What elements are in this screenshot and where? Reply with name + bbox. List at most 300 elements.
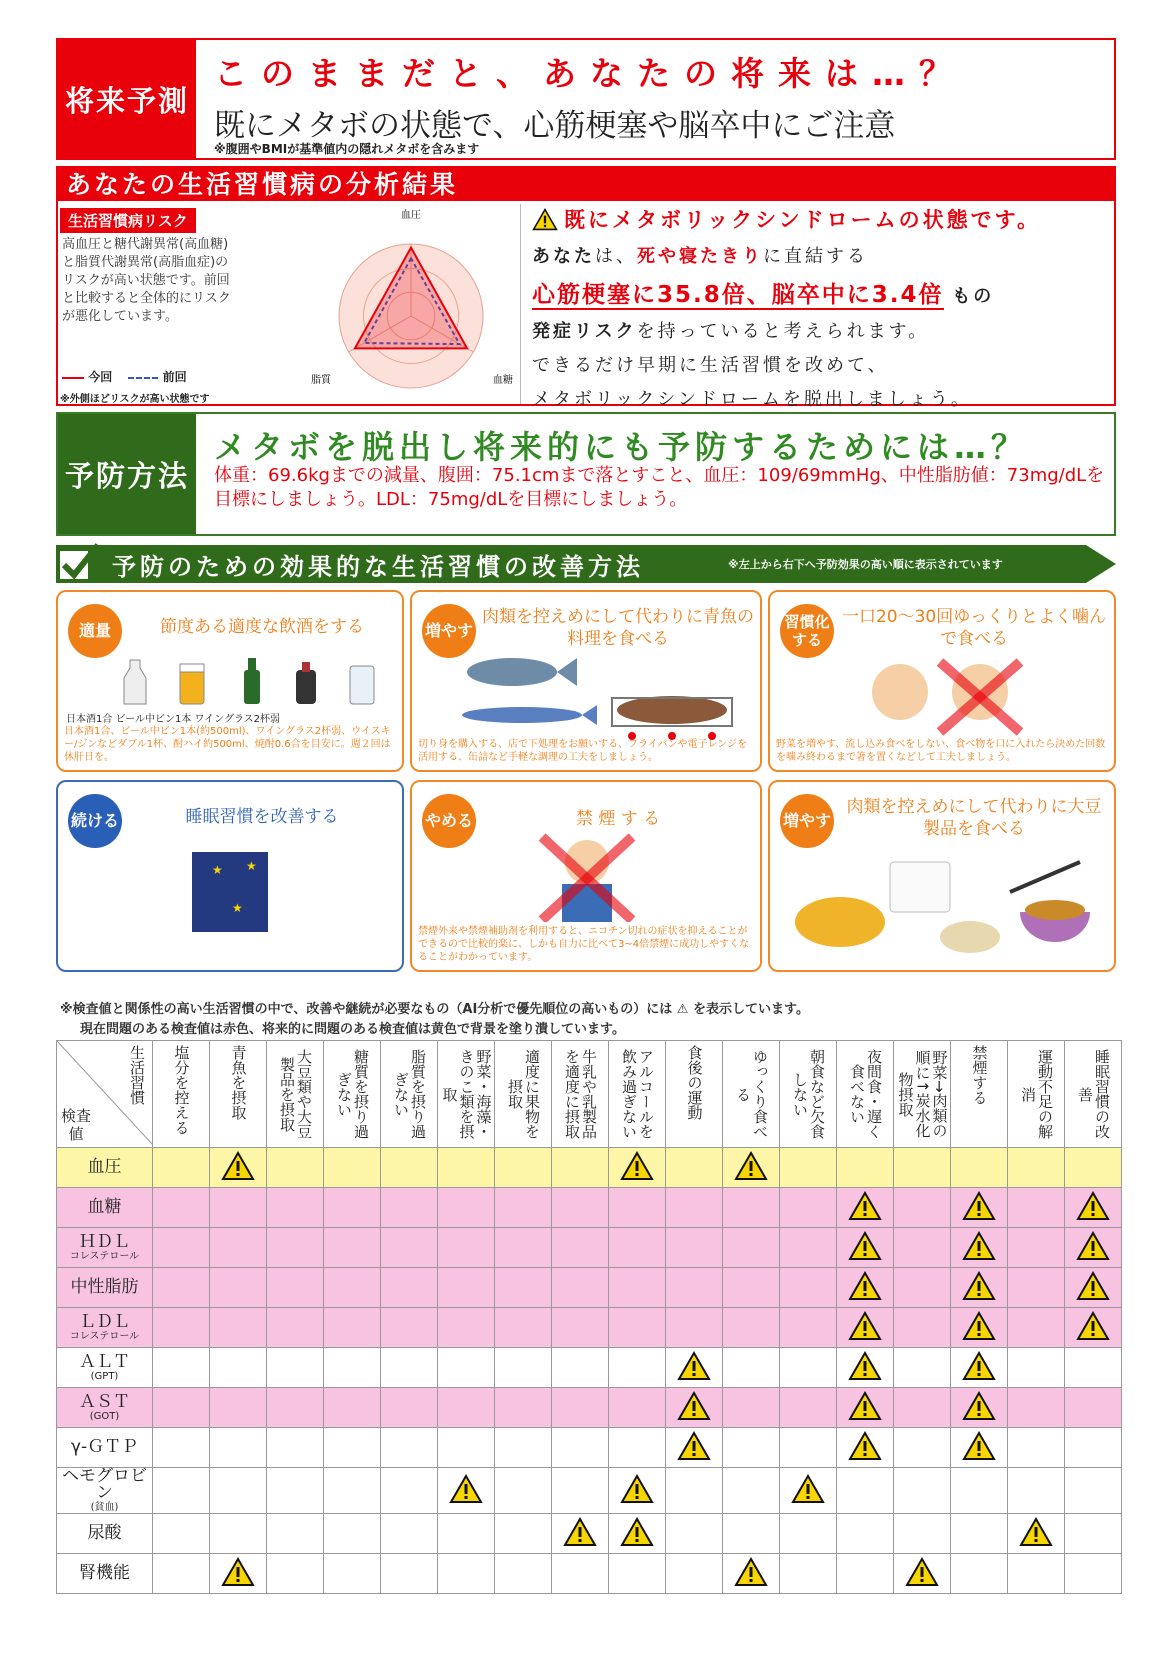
corner-top-label: 生活習慣	[128, 1045, 146, 1105]
table-cell	[951, 1348, 1008, 1388]
table-column-header	[495, 1041, 552, 1148]
table-cell	[210, 1228, 267, 1268]
warning-icon	[563, 1517, 597, 1547]
warning-icon	[734, 1151, 768, 1181]
table-cell	[495, 1348, 552, 1388]
table-cell	[1008, 1268, 1065, 1308]
table-cell	[723, 1308, 780, 1348]
corner-bottom-label: 検査値	[61, 1107, 92, 1143]
table-row	[57, 1388, 1122, 1428]
table-cell	[324, 1148, 381, 1188]
row-name: 腎機能	[79, 1563, 130, 1583]
card-title: 睡眠習慣を改善する	[185, 807, 339, 827]
card-title: 禁 煙 す る	[575, 809, 661, 829]
table-cell	[837, 1228, 894, 1268]
card-badge: 適量	[68, 604, 122, 658]
checkbox-icon	[56, 541, 102, 585]
row-header	[57, 1268, 153, 1308]
table-cell	[324, 1468, 381, 1514]
column-label: 睡眠習慣の改善	[1076, 1049, 1111, 1139]
table-cell	[552, 1554, 609, 1594]
table-cell	[495, 1388, 552, 1428]
table-cell	[381, 1228, 438, 1268]
row-name: ヘモグロビン	[62, 1466, 147, 1503]
table-row	[57, 1348, 1122, 1388]
table-column-header	[837, 1041, 894, 1148]
table-cell	[837, 1148, 894, 1188]
analysis-line-2	[532, 276, 1112, 309]
table-cell	[210, 1348, 267, 1388]
warning-icon	[620, 1474, 654, 1504]
row-subname: コレステロール	[69, 1330, 140, 1342]
table-cell	[324, 1268, 381, 1308]
table-cell	[324, 1188, 381, 1228]
table-cell	[324, 1388, 381, 1428]
table-cell	[324, 1228, 381, 1268]
svg-text:★: ★	[212, 863, 223, 877]
drinks-illustration	[118, 654, 398, 708]
table-cell	[1008, 1554, 1065, 1594]
warn-title-text: 既にメタボリックシンドロームの状態です。	[564, 208, 1041, 232]
table-cell	[153, 1268, 210, 1308]
table-cell	[381, 1148, 438, 1188]
table-cell	[609, 1308, 666, 1348]
table-cell	[1065, 1554, 1122, 1594]
table-cell	[837, 1468, 894, 1514]
table-cell	[951, 1268, 1008, 1308]
table-cell	[495, 1428, 552, 1468]
table-cell	[267, 1308, 324, 1348]
table-cell	[381, 1428, 438, 1468]
column-label: 朝食など欠食しない	[791, 1049, 826, 1139]
table-cell	[210, 1388, 267, 1428]
table-cell	[894, 1188, 951, 1228]
column-label: 牛乳や乳製品を適度に摂取	[563, 1049, 598, 1139]
table-cell	[609, 1514, 666, 1554]
analysis-line-1	[532, 242, 1112, 268]
row-name: 血糖	[87, 1197, 122, 1217]
table-cell	[495, 1228, 552, 1268]
prevent-goals: 体重：69.6kgまでの減量、腹囲：75.1cmまで落とすこと、血圧：109/69mmHg、中性脂肪値：73mg/dLを目標にしましょう。LDL：75mg/dLを目標にしましょう。	[214, 465, 1105, 510]
table-column-header	[1065, 1041, 1122, 1148]
table-cell	[153, 1148, 210, 1188]
table-cell	[267, 1188, 324, 1228]
column-label: アルコールを飲み過ぎない	[620, 1049, 655, 1139]
table-cell	[723, 1428, 780, 1468]
card-title: 一口20～30回ゆっくりとよく噛んで食べる	[841, 607, 1107, 649]
table-cell	[210, 1188, 267, 1228]
table-cell	[666, 1388, 723, 1428]
table-cell	[780, 1554, 837, 1594]
table-row	[57, 1228, 1122, 1268]
warning-icon	[962, 1431, 996, 1461]
warning-icon	[962, 1391, 996, 1421]
table-column-header	[951, 1041, 1008, 1148]
table-cell	[894, 1388, 951, 1428]
table-column-header	[210, 1041, 267, 1148]
table-cell	[438, 1308, 495, 1348]
line3-risk: 発症リスク	[532, 321, 637, 342]
table-cell	[552, 1514, 609, 1554]
table-cell	[267, 1428, 324, 1468]
table-cell	[495, 1468, 552, 1514]
row-header	[57, 1148, 153, 1188]
table-cell	[609, 1188, 666, 1228]
table-cell	[780, 1308, 837, 1348]
table-cell	[780, 1148, 837, 1188]
card-badge: 習慣化する	[780, 604, 834, 658]
table-cell	[780, 1468, 837, 1514]
warning-icon	[848, 1271, 882, 1301]
card-title: 節度ある適度な飲酒をする	[160, 617, 364, 637]
table-cell	[324, 1514, 381, 1554]
table-cell	[210, 1514, 267, 1554]
table-cell	[951, 1428, 1008, 1468]
table-cell	[666, 1268, 723, 1308]
card-alcohol	[56, 590, 404, 772]
card-smoking	[410, 780, 762, 972]
analysis-line-5: メタボリックシンドロームを脱出しましょう。	[532, 389, 972, 410]
metabo-warning-title	[532, 204, 1112, 234]
row-header	[57, 1308, 153, 1348]
line1-ha: は、	[595, 246, 637, 267]
table-cell	[324, 1428, 381, 1468]
card-foot: 日本酒1合、ビール中ビン1本(約500ml)、ワイングラス2杯弱、ウイスキー/ジンなどダブル1杯、酎ハイ約500ml、焼酎0.6合を目安に。週２回は休肝日を。	[64, 726, 391, 763]
table-cell	[1065, 1514, 1122, 1554]
table-cell	[780, 1188, 837, 1228]
legend-current-line	[62, 377, 84, 379]
column-label: 食後の運動	[685, 1045, 704, 1120]
table-cell	[438, 1348, 495, 1388]
table-cell	[723, 1554, 780, 1594]
analysis-message	[532, 204, 1112, 411]
card-soy	[768, 780, 1116, 972]
warning-icon	[677, 1431, 711, 1461]
warning-icon	[848, 1431, 882, 1461]
row-name: ＬＤＬ	[79, 1311, 130, 1332]
radar-label-glucose: 血糖	[493, 375, 513, 386]
table-cell	[1065, 1428, 1122, 1468]
card-bluefish	[410, 590, 762, 772]
warning-icon	[848, 1351, 882, 1381]
legend-previous-line	[128, 377, 158, 379]
table-column-header	[153, 1041, 210, 1148]
table-cell	[1008, 1428, 1065, 1468]
table-cell	[951, 1148, 1008, 1188]
svg-text:★: ★	[232, 901, 243, 915]
card-foot: 野菜を増やす、流し込み食べをしない、食べ物を口に入れたら決めた回数を噛み終わるまで箸を置くなどして工夫しましょう。	[776, 739, 1106, 763]
column-label: 野菜→肉類の順に↑炭水化物摂取	[896, 1050, 949, 1138]
soy-products-illustration	[790, 852, 1100, 962]
card-title: 肉類を控えめにして代わりに大豆製品を食べる	[846, 797, 1102, 839]
table-cell	[1008, 1148, 1065, 1188]
risk-note: ※外側ほどリスクが高い状態です	[60, 394, 210, 405]
table-cell	[1065, 1388, 1122, 1428]
table-cell	[267, 1554, 324, 1594]
warning-icon	[1076, 1271, 1110, 1301]
table-cell	[381, 1188, 438, 1228]
table-cell	[780, 1228, 837, 1268]
table-cell	[951, 1554, 1008, 1594]
habit-matrix-table	[56, 1040, 1122, 1594]
line1-you: あなた	[532, 246, 595, 267]
table-cell	[723, 1348, 780, 1388]
table-cell	[837, 1268, 894, 1308]
row-name: ＨＤＬ	[79, 1231, 130, 1252]
table-column-header	[894, 1041, 951, 1148]
table-cell	[1008, 1188, 1065, 1228]
row-header	[57, 1388, 153, 1428]
table-cell	[894, 1554, 951, 1594]
table-cell	[552, 1348, 609, 1388]
table-cell	[609, 1468, 666, 1514]
table-cell	[381, 1468, 438, 1514]
table-note-1: ※検査値と関係性の高い生活習慣の中で、改善や継続が必要なもの（AI分析で優先順位の高いもの）には ⚠ を表示しています。	[60, 1002, 809, 1017]
card-sleep	[56, 780, 404, 972]
warning-icon	[791, 1474, 825, 1504]
prevent-section	[56, 412, 1116, 536]
table-cell	[666, 1468, 723, 1514]
drinks-caption: 日本酒1合 ビール中ビン1本 ワイングラス2杯弱	[66, 714, 281, 725]
warning-icon	[449, 1474, 483, 1504]
table-cell	[837, 1514, 894, 1554]
table-cell	[894, 1148, 951, 1188]
table-cell	[1065, 1188, 1122, 1228]
table-cell	[210, 1268, 267, 1308]
table-cell	[837, 1554, 894, 1594]
radar-label-bp: 血圧	[401, 210, 421, 221]
warning-icon	[1019, 1517, 1053, 1547]
table-cell	[666, 1148, 723, 1188]
line3-tail: を持っていると考えられます。	[636, 321, 930, 342]
table-cell	[153, 1188, 210, 1228]
table-row	[57, 1148, 1122, 1188]
table-cell	[552, 1388, 609, 1428]
table-cell	[951, 1514, 1008, 1554]
card-badge: 続ける	[68, 794, 122, 848]
table-cell	[609, 1148, 666, 1188]
warning-icon	[734, 1557, 768, 1587]
table-corner	[57, 1041, 153, 1148]
table-cell	[495, 1554, 552, 1594]
warning-icon	[962, 1311, 996, 1341]
table-cell	[609, 1228, 666, 1268]
table-column-header	[381, 1041, 438, 1148]
risk-radar-chart	[293, 208, 533, 398]
warning-icon	[848, 1191, 882, 1221]
analysis-line-3	[532, 317, 1112, 343]
table-cell	[438, 1268, 495, 1308]
table-column-header	[267, 1041, 324, 1148]
card-title: 肉類を控えめにして代わりに青魚の料理を食べる	[482, 607, 754, 649]
table-cell	[438, 1468, 495, 1514]
table-cell	[552, 1188, 609, 1228]
future-headline: このままだと、あなたの将来は…？	[214, 54, 966, 93]
table-cell	[495, 1148, 552, 1188]
table-cell	[153, 1348, 210, 1388]
table-cell	[1008, 1348, 1065, 1388]
row-header	[57, 1428, 153, 1468]
table-cell	[267, 1148, 324, 1188]
row-name: 中性脂肪	[70, 1277, 139, 1297]
risk-badge: 生活習慣病リスク	[60, 208, 196, 233]
table-cell	[723, 1148, 780, 1188]
row-header	[57, 1554, 153, 1594]
table-cell	[837, 1428, 894, 1468]
table-cell	[894, 1268, 951, 1308]
drinks-icon	[118, 654, 398, 708]
table-column-header	[1008, 1041, 1065, 1148]
table-cell	[1008, 1514, 1065, 1554]
card-badge: 増やす	[780, 794, 834, 848]
table-cell	[666, 1308, 723, 1348]
row-subname: (GOT)	[89, 1410, 120, 1422]
table-cell	[153, 1554, 210, 1594]
table-cell	[438, 1188, 495, 1228]
table-cell	[951, 1228, 1008, 1268]
warning-icon	[221, 1557, 255, 1587]
row-header	[57, 1514, 153, 1554]
card-chewing	[768, 590, 1116, 772]
table-cell	[609, 1388, 666, 1428]
future-label: 将来予測	[58, 40, 196, 158]
table-cell	[267, 1468, 324, 1514]
improve-note: ※左上から右下へ予防効果の高い順に表示されています	[728, 558, 1003, 571]
warning-icon	[962, 1351, 996, 1381]
column-label: 大豆類や大豆製品を摂取	[278, 1049, 313, 1139]
table-cell	[438, 1554, 495, 1594]
table-cell	[780, 1348, 837, 1388]
warning-icon	[962, 1231, 996, 1261]
table-row	[57, 1468, 1122, 1514]
table-cell	[552, 1148, 609, 1188]
table-cell	[324, 1554, 381, 1594]
table-cell	[609, 1554, 666, 1594]
radar-legend	[62, 368, 187, 385]
table-cell	[552, 1308, 609, 1348]
no-smoking-illustration	[532, 832, 642, 922]
table-cell	[210, 1148, 267, 1188]
table-cell	[438, 1514, 495, 1554]
row-name: 血圧	[87, 1157, 122, 1177]
table-row	[57, 1188, 1122, 1228]
table-cell	[1008, 1228, 1065, 1268]
table-cell	[381, 1268, 438, 1308]
table-cell	[153, 1228, 210, 1268]
column-label: 運動不足の解消	[1019, 1049, 1054, 1139]
legend-current-label: 今回	[88, 370, 113, 384]
table-cell	[1065, 1268, 1122, 1308]
table-cell	[1065, 1228, 1122, 1268]
warning-icon	[848, 1311, 882, 1341]
row-name: γ-ＧＴＰ	[70, 1437, 139, 1457]
table-cell	[267, 1348, 324, 1388]
table-cell	[609, 1348, 666, 1388]
column-label: 夜間食・遅く食べない	[848, 1049, 883, 1139]
future-main-text: 既にメタボの状態で、心筋梗塞や脳卒中にご注意	[214, 108, 896, 144]
table-cell	[1008, 1388, 1065, 1428]
warning-icon	[848, 1391, 882, 1421]
table-cell	[438, 1428, 495, 1468]
row-name: ＡＬＴ	[79, 1351, 130, 1372]
table-cell	[267, 1388, 324, 1428]
table-row	[57, 1428, 1122, 1468]
table-cell	[666, 1428, 723, 1468]
card-badge: 増やす	[422, 604, 476, 658]
warning-icon	[962, 1191, 996, 1221]
table-column-header	[609, 1041, 666, 1148]
table-cell	[438, 1148, 495, 1188]
column-label: 適度に果物を摂取	[506, 1049, 541, 1139]
table-cell	[495, 1268, 552, 1308]
row-subname: (貧血)	[90, 1502, 119, 1513]
column-label: 野菜・海藻・きのこ類を摂取	[440, 1049, 493, 1139]
table-cell	[951, 1388, 1008, 1428]
table-cell	[267, 1514, 324, 1554]
table-cell	[1008, 1308, 1065, 1348]
table-cell	[1065, 1308, 1122, 1348]
analysis-title: あなたの生活習慣病の分析結果	[58, 168, 1114, 201]
table-cell	[495, 1514, 552, 1554]
table-cell	[666, 1228, 723, 1268]
warning-icon	[1076, 1191, 1110, 1221]
warning-icon	[1076, 1231, 1110, 1261]
table-cell	[495, 1188, 552, 1228]
table-cell	[381, 1308, 438, 1348]
table-cell	[837, 1348, 894, 1388]
table-cell	[267, 1228, 324, 1268]
table-cell	[780, 1268, 837, 1308]
row-header	[57, 1468, 153, 1514]
table-cell	[210, 1554, 267, 1594]
table-cell	[267, 1268, 324, 1308]
table-cell	[894, 1348, 951, 1388]
warning-icon	[677, 1391, 711, 1421]
table-cell	[438, 1228, 495, 1268]
table-cell	[780, 1428, 837, 1468]
night-sky-icon	[192, 852, 268, 932]
table-cell	[666, 1188, 723, 1228]
card-foot: 切り身を購入する、店で下処理をお願いする、フライパンや電子レンジを活用する、缶詰など手軽な調理の工夫をしましょう。	[418, 739, 747, 763]
future-note: ※腹囲やBMIが基準値内の隠れメタボを含みます	[214, 142, 480, 156]
table-cell	[552, 1228, 609, 1268]
card-badge: やめる	[422, 794, 476, 848]
table-column-header	[438, 1041, 495, 1148]
warning-icon	[221, 1151, 255, 1181]
table-cell	[837, 1188, 894, 1228]
column-label: 塩分を控える	[172, 1045, 191, 1135]
table-cell	[1065, 1148, 1122, 1188]
analysis-section	[56, 166, 1116, 410]
risk-multiplier: 心筋梗塞に35.8倍、脳卒中に3.4倍	[532, 282, 944, 308]
future-section	[56, 38, 1116, 160]
table-row	[57, 1514, 1122, 1554]
improve-title: 予防のための効果的な生活習慣の改善方法	[112, 553, 644, 581]
table-cell	[951, 1188, 1008, 1228]
warning-icon	[620, 1151, 654, 1181]
table-cell	[837, 1308, 894, 1348]
card-foot: 禁煙外来や禁煙補助剤を利用すると、ニコチン切れの症状を抑えることができるので比較的楽に、しかも自力に比べて3~4倍禁煙に成功しやすくなることがわかっています。	[418, 926, 750, 963]
table-cell	[723, 1468, 780, 1514]
table-row	[57, 1268, 1122, 1308]
warning-icon	[532, 208, 558, 231]
table-cell	[1008, 1468, 1065, 1514]
table-cell	[780, 1388, 837, 1428]
row-name: ＡＳＴ	[79, 1391, 130, 1412]
table-header-row	[57, 1041, 1122, 1148]
analysis-line-4: できるだけ早期に生活習慣を改めて、	[532, 355, 889, 376]
table-cell	[723, 1514, 780, 1554]
